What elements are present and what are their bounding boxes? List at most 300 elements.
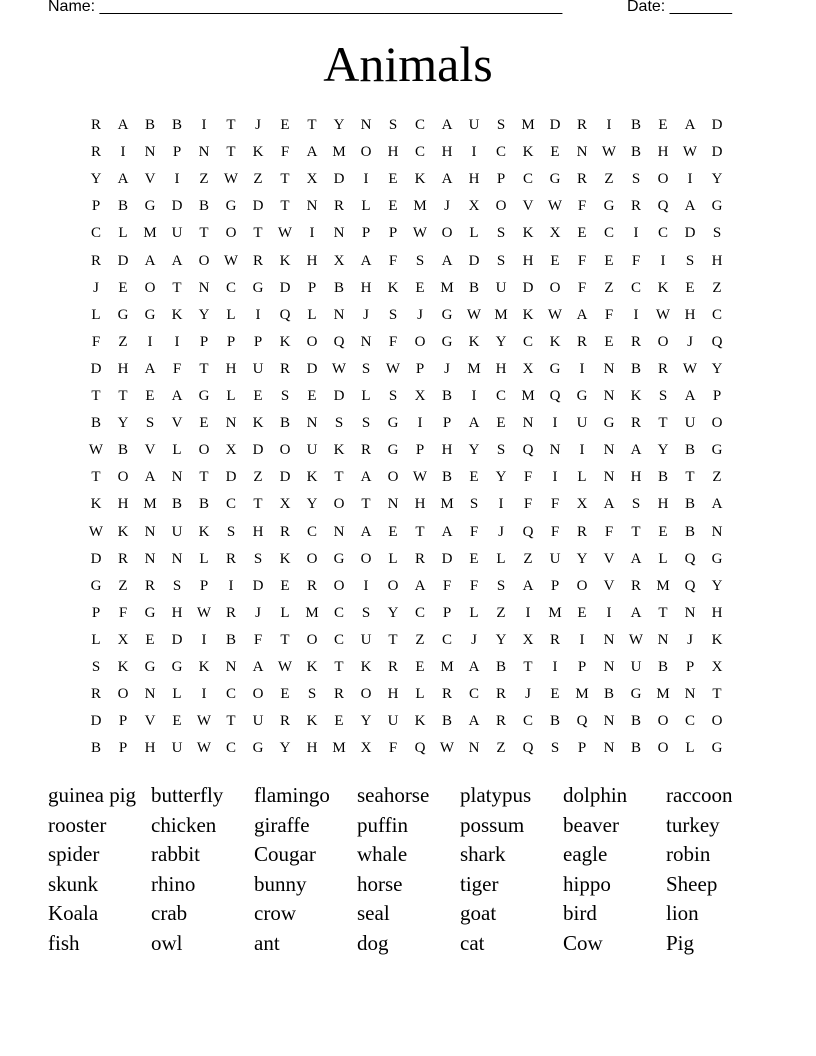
grid-letter[interactable]: M — [143, 225, 157, 242]
grid-letter[interactable]: D — [252, 442, 264, 459]
grid-letter[interactable]: Y — [576, 550, 588, 567]
grid-letter[interactable]: N — [603, 631, 615, 648]
grid-letter[interactable]: N — [144, 686, 156, 703]
grid-letter[interactable]: F — [469, 523, 479, 540]
grid-letter[interactable]: J — [525, 686, 531, 703]
grid-letter[interactable]: K — [306, 469, 318, 486]
grid-letter[interactable]: I — [606, 604, 612, 621]
grid-letter[interactable]: E — [253, 388, 263, 404]
grid-letter[interactable]: T — [199, 360, 209, 377]
grid-letter[interactable]: M — [332, 144, 346, 161]
grid-letter[interactable]: E — [280, 686, 290, 703]
grid-letter[interactable]: L — [172, 686, 182, 703]
grid-letter[interactable]: Z — [523, 550, 533, 567]
grid-letter[interactable]: G — [198, 388, 210, 404]
grid-letter[interactable]: C — [90, 225, 101, 242]
grid-letter[interactable]: W — [196, 604, 212, 621]
grid-letter[interactable]: Z — [604, 279, 614, 296]
grid-letter[interactable]: S — [361, 415, 371, 432]
grid-letter[interactable]: T — [658, 604, 668, 621]
grid-letter[interactable]: Q — [522, 523, 534, 540]
grid-letter[interactable]: D — [171, 631, 183, 648]
grid-letter[interactable]: R — [549, 631, 560, 648]
grid-letter[interactable]: O — [387, 577, 399, 594]
grid-letter[interactable]: B — [441, 713, 452, 730]
grid-letter[interactable]: E — [388, 523, 398, 540]
grid-letter[interactable]: O — [360, 550, 372, 567]
grid-letter[interactable]: A — [360, 252, 372, 269]
grid-letter[interactable]: I — [255, 306, 261, 323]
grid-letter[interactable]: N — [603, 713, 615, 730]
grid-letter[interactable]: L — [415, 686, 425, 703]
grid-letter[interactable]: N — [684, 686, 696, 703]
grid-letter[interactable]: O — [360, 144, 372, 161]
grid-letter[interactable]: Z — [712, 469, 722, 486]
grid-letter[interactable]: B — [171, 496, 182, 513]
grid-letter[interactable]: Q — [279, 306, 291, 323]
grid-letter[interactable]: W — [601, 144, 617, 161]
grid-letter[interactable]: L — [280, 604, 290, 621]
grid-letter[interactable]: R — [657, 360, 668, 377]
grid-letter[interactable]: Y — [711, 360, 723, 377]
grid-letter[interactable]: B — [171, 117, 182, 133]
grid-letter[interactable]: B — [549, 713, 560, 730]
grid-letter[interactable]: G — [549, 171, 561, 188]
grid-letter[interactable]: L — [685, 740, 695, 757]
grid-letter[interactable]: L — [469, 225, 479, 242]
grid-letter[interactable]: S — [226, 523, 236, 540]
grid-letter[interactable]: V — [144, 713, 156, 730]
grid-letter[interactable]: W — [331, 360, 347, 377]
grid-letter[interactable]: H — [171, 604, 183, 621]
grid-letter[interactable]: X — [117, 631, 129, 648]
grid-letter[interactable]: O — [117, 686, 129, 703]
grid-letter[interactable]: P — [118, 740, 128, 757]
grid-letter[interactable]: N — [306, 415, 318, 432]
grid-letter[interactable]: A — [144, 252, 156, 269]
grid-letter[interactable]: Q — [657, 198, 669, 215]
grid-letter[interactable]: P — [577, 659, 587, 675]
grid-letter[interactable]: X — [549, 225, 561, 242]
grid-letter[interactable]: E — [280, 577, 290, 594]
grid-letter[interactable]: X — [360, 740, 372, 757]
grid-letter[interactable]: J — [363, 306, 369, 323]
grid-letter[interactable]: K — [198, 523, 210, 540]
grid-letter[interactable]: I — [174, 333, 180, 350]
grid-letter[interactable]: C — [414, 604, 425, 621]
grid-letter[interactable]: E — [145, 631, 155, 648]
grid-letter[interactable]: S — [172, 577, 182, 594]
grid-letter[interactable]: O — [333, 577, 345, 594]
grid-letter[interactable]: R — [576, 171, 587, 188]
grid-letter[interactable]: F — [253, 631, 263, 648]
grid-letter[interactable]: B — [333, 279, 344, 296]
grid-letter[interactable]: B — [198, 496, 209, 513]
grid-letter[interactable]: E — [604, 252, 614, 269]
grid-letter[interactable]: X — [522, 631, 534, 648]
grid-letter[interactable]: T — [91, 469, 101, 486]
grid-letter[interactable]: F — [550, 523, 560, 540]
grid-letter[interactable]: K — [711, 631, 723, 648]
grid-letter[interactable]: F — [388, 333, 398, 350]
grid-letter[interactable]: T — [361, 496, 371, 513]
grid-letter[interactable]: Q — [549, 388, 561, 404]
name-field-label[interactable]: Name: ____________________________________________________ — [48, 0, 563, 15]
grid-letter[interactable]: K — [198, 659, 210, 675]
grid-letter[interactable]: S — [361, 604, 371, 621]
grid-letter[interactable]: G — [144, 604, 156, 621]
grid-letter[interactable]: N — [333, 306, 345, 323]
grid-letter[interactable]: S — [145, 415, 155, 432]
grid-letter[interactable]: S — [280, 388, 290, 404]
grid-letter[interactable]: Y — [279, 740, 291, 757]
grid-letter[interactable]: L — [91, 631, 101, 648]
grid-letter[interactable]: A — [468, 415, 480, 432]
grid-letter[interactable]: P — [172, 144, 182, 161]
grid-letter[interactable]: C — [306, 523, 317, 540]
grid-letter[interactable]: C — [225, 496, 236, 513]
grid-letter[interactable]: R — [333, 686, 344, 703]
grid-letter[interactable]: O — [306, 550, 318, 567]
grid-letter[interactable]: Q — [684, 577, 696, 594]
grid-letter[interactable]: L — [199, 550, 209, 567]
grid-letter[interactable]: R — [225, 604, 236, 621]
grid-letter[interactable]: R — [279, 713, 290, 730]
grid-letter[interactable]: B — [468, 279, 479, 296]
grid-letter[interactable]: W — [466, 306, 482, 323]
grid-letter[interactable]: X — [279, 496, 291, 513]
grid-letter[interactable]: N — [144, 523, 156, 540]
grid-letter[interactable]: N — [171, 469, 183, 486]
grid-letter[interactable]: D — [333, 388, 345, 404]
grid-letter[interactable]: L — [658, 550, 668, 567]
grid-letter[interactable]: X — [576, 496, 588, 513]
grid-letter[interactable]: W — [88, 442, 104, 459]
grid-letter[interactable]: W — [385, 360, 401, 377]
grid-letter[interactable]: A — [360, 469, 372, 486]
grid-letter[interactable]: R — [495, 713, 506, 730]
grid-letter[interactable]: B — [90, 415, 101, 432]
grid-letter[interactable]: S — [496, 225, 506, 242]
grid-letter[interactable]: I — [687, 171, 693, 188]
grid-letter[interactable]: N — [306, 198, 318, 215]
grid-letter[interactable]: C — [333, 631, 344, 648]
grid-letter[interactable]: W — [412, 225, 428, 242]
grid-letter[interactable]: X — [414, 388, 426, 404]
grid-letter[interactable]: C — [225, 279, 236, 296]
grid-letter[interactable]: D — [252, 577, 264, 594]
grid-letter[interactable]: D — [171, 198, 183, 215]
grid-letter[interactable]: D — [522, 279, 534, 296]
grid-letter[interactable]: X — [711, 659, 723, 675]
grid-letter[interactable]: H — [711, 252, 723, 269]
grid-letter[interactable]: I — [174, 171, 180, 188]
grid-letter[interactable]: E — [388, 198, 398, 215]
grid-letter[interactable]: P — [118, 713, 128, 730]
grid-letter[interactable]: C — [684, 713, 695, 730]
grid-letter[interactable]: P — [253, 333, 263, 350]
grid-letter[interactable]: R — [144, 577, 155, 594]
grid-letter[interactable]: Z — [253, 171, 263, 188]
grid-letter[interactable]: V — [144, 442, 156, 459]
grid-letter[interactable]: P — [550, 577, 560, 594]
grid-letter[interactable]: N — [603, 442, 615, 459]
grid-letter[interactable]: T — [199, 469, 209, 486]
grid-letter[interactable]: N — [711, 523, 723, 540]
grid-letter[interactable]: F — [469, 577, 479, 594]
grid-letter[interactable]: C — [657, 225, 668, 242]
grid-letter[interactable]: N — [549, 442, 561, 459]
grid-letter[interactable]: O — [279, 442, 291, 459]
grid-letter[interactable]: C — [630, 279, 641, 296]
grid-letter[interactable]: H — [387, 144, 399, 161]
grid-letter[interactable]: W — [412, 469, 428, 486]
grid-letter[interactable]: W — [196, 713, 212, 730]
grid-letter[interactable]: S — [307, 686, 317, 703]
grid-letter[interactable]: G — [252, 279, 264, 296]
grid-letter[interactable]: L — [172, 442, 182, 459]
grid-letter[interactable]: D — [306, 360, 318, 377]
grid-letter[interactable]: K — [117, 523, 129, 540]
grid-letter[interactable]: J — [687, 333, 693, 350]
grid-letter[interactable]: B — [657, 659, 668, 675]
grid-letter[interactable]: L — [361, 388, 371, 404]
grid-letter[interactable]: W — [439, 740, 455, 757]
grid-letter[interactable]: G — [711, 198, 723, 215]
grid-letter[interactable]: F — [550, 496, 560, 513]
grid-letter[interactable]: O — [495, 198, 507, 215]
grid-letter[interactable]: Z — [253, 469, 263, 486]
grid-letter[interactable]: O — [306, 333, 318, 350]
grid-letter[interactable]: H — [711, 604, 723, 621]
grid-letter[interactable]: I — [120, 144, 126, 161]
grid-letter[interactable]: R — [333, 198, 344, 215]
grid-letter[interactable]: Y — [90, 171, 102, 188]
grid-letter[interactable]: F — [388, 252, 398, 269]
grid-letter[interactable]: B — [684, 523, 695, 540]
grid-letter[interactable]: I — [471, 144, 477, 161]
grid-letter[interactable]: Q — [333, 333, 345, 350]
grid-letter[interactable]: S — [496, 442, 506, 459]
grid-letter[interactable]: H — [441, 144, 453, 161]
grid-letter[interactable]: N — [387, 496, 399, 513]
grid-letter[interactable]: D — [90, 550, 102, 567]
grid-letter[interactable]: O — [711, 415, 723, 432]
grid-letter[interactable]: R — [117, 550, 128, 567]
grid-letter[interactable]: Y — [198, 306, 210, 323]
grid-letter[interactable]: T — [523, 659, 533, 675]
grid-letter[interactable]: I — [228, 577, 234, 594]
grid-letter[interactable]: H — [252, 523, 264, 540]
grid-letter[interactable]: A — [576, 306, 588, 323]
grid-letter[interactable]: E — [469, 469, 479, 486]
grid-letter[interactable]: J — [417, 306, 423, 323]
grid-letter[interactable]: K — [522, 144, 534, 161]
grid-letter[interactable]: G — [387, 415, 399, 432]
grid-letter[interactable]: R — [279, 523, 290, 540]
grid-letter[interactable]: D — [279, 279, 291, 296]
grid-letter[interactable]: A — [171, 388, 183, 404]
grid-letter[interactable]: K — [657, 279, 669, 296]
grid-letter[interactable]: O — [657, 333, 669, 350]
grid-letter[interactable]: P — [496, 171, 506, 188]
grid-letter[interactable]: A — [684, 388, 696, 404]
grid-letter[interactable]: T — [172, 279, 182, 296]
grid-letter[interactable]: R — [441, 686, 452, 703]
grid-letter[interactable]: U — [360, 631, 372, 648]
grid-letter[interactable]: I — [363, 171, 369, 188]
grid-letter[interactable]: Z — [199, 171, 209, 188]
grid-letter[interactable]: E — [658, 117, 668, 133]
grid-letter[interactable]: U — [468, 117, 480, 133]
grid-letter[interactable]: K — [279, 550, 291, 567]
grid-letter[interactable]: L — [91, 306, 101, 323]
grid-letter[interactable]: P — [91, 198, 101, 215]
grid-letter[interactable]: G — [387, 442, 399, 459]
grid-letter[interactable]: C — [522, 333, 533, 350]
grid-letter[interactable]: G — [117, 306, 129, 323]
grid-letter[interactable]: N — [603, 469, 615, 486]
grid-letter[interactable]: F — [577, 198, 587, 215]
grid-letter[interactable]: O — [441, 225, 453, 242]
grid-letter[interactable]: C — [468, 686, 479, 703]
grid-letter[interactable]: E — [145, 388, 155, 404]
grid-letter[interactable]: N — [225, 659, 237, 675]
grid-letter[interactable]: W — [196, 740, 212, 757]
grid-letter[interactable]: I — [201, 631, 207, 648]
grid-letter[interactable]: P — [388, 225, 398, 242]
grid-letter[interactable]: H — [144, 740, 156, 757]
grid-letter[interactable]: S — [91, 659, 101, 675]
grid-letter[interactable]: Z — [415, 631, 425, 648]
grid-letter[interactable]: U — [171, 225, 183, 242]
grid-letter[interactable]: N — [657, 631, 669, 648]
grid-letter[interactable]: Y — [117, 415, 129, 432]
grid-letter[interactable]: K — [252, 415, 264, 432]
grid-letter[interactable]: I — [417, 415, 423, 432]
grid-letter[interactable]: C — [522, 713, 533, 730]
grid-letter[interactable]: V — [144, 171, 156, 188]
grid-letter[interactable]: M — [521, 388, 535, 404]
grid-letter[interactable]: U — [171, 523, 183, 540]
grid-letter[interactable]: F — [604, 306, 614, 323]
grid-letter[interactable]: O — [252, 686, 264, 703]
grid-letter[interactable]: R — [306, 577, 317, 594]
grid-letter[interactable]: N — [198, 279, 210, 296]
grid-letter[interactable]: Z — [496, 604, 506, 621]
grid-letter[interactable]: Y — [306, 496, 318, 513]
grid-letter[interactable]: Y — [657, 442, 669, 459]
grid-letter[interactable]: P — [415, 360, 425, 377]
grid-letter[interactable]: M — [143, 496, 157, 513]
grid-letter[interactable]: B — [117, 198, 128, 215]
grid-letter[interactable]: T — [118, 388, 128, 404]
grid-letter[interactable]: L — [496, 550, 506, 567]
grid-letter[interactable]: A — [684, 117, 696, 133]
grid-letter[interactable]: A — [117, 171, 129, 188]
grid-letter[interactable]: W — [628, 631, 644, 648]
grid-letter[interactable]: G — [576, 388, 588, 404]
grid-letter[interactable]: I — [147, 333, 153, 350]
grid-letter[interactable]: S — [658, 388, 668, 404]
grid-letter[interactable]: H — [468, 171, 480, 188]
grid-letter[interactable]: G — [252, 740, 264, 757]
grid-letter[interactable]: P — [91, 604, 101, 621]
grid-letter[interactable]: M — [332, 740, 346, 757]
grid-letter[interactable]: G — [333, 550, 345, 567]
grid-letter[interactable]: U — [576, 415, 588, 432]
grid-letter[interactable]: D — [684, 225, 696, 242]
grid-letter[interactable]: B — [117, 442, 128, 459]
grid-letter[interactable]: E — [550, 686, 560, 703]
grid-letter[interactable]: N — [576, 144, 588, 161]
grid-letter[interactable]: I — [525, 604, 531, 621]
grid-letter[interactable]: M — [656, 577, 670, 594]
grid-letter[interactable]: S — [415, 252, 425, 269]
grid-letter[interactable]: N — [468, 740, 480, 757]
grid-letter[interactable]: F — [91, 333, 101, 350]
grid-letter[interactable]: U — [252, 360, 264, 377]
grid-letter[interactable]: E — [334, 713, 344, 730]
grid-letter[interactable]: P — [199, 333, 209, 350]
grid-letter[interactable]: K — [414, 171, 426, 188]
grid-letter[interactable]: T — [226, 117, 236, 133]
grid-letter[interactable]: L — [388, 550, 398, 567]
grid-letter[interactable]: B — [441, 388, 452, 404]
grid-letter[interactable]: J — [444, 198, 450, 215]
grid-letter[interactable]: B — [630, 144, 641, 161]
grid-letter[interactable]: F — [388, 740, 398, 757]
grid-letter[interactable]: A — [684, 198, 696, 215]
grid-letter[interactable]: F — [280, 144, 290, 161]
grid-letter[interactable]: E — [415, 659, 425, 675]
grid-letter[interactable]: Y — [495, 333, 507, 350]
grid-letter[interactable]: Q — [576, 713, 588, 730]
grid-letter[interactable]: E — [658, 523, 668, 540]
grid-letter[interactable]: G — [711, 740, 723, 757]
grid-letter[interactable]: A — [468, 659, 480, 675]
grid-letter[interactable]: P — [307, 279, 317, 296]
grid-letter[interactable]: S — [496, 577, 506, 594]
grid-letter[interactable]: F — [118, 604, 128, 621]
grid-letter[interactable]: Y — [711, 171, 723, 188]
grid-letter[interactable]: O — [657, 740, 669, 757]
grid-letter[interactable]: S — [388, 306, 398, 323]
grid-letter[interactable]: W — [277, 225, 293, 242]
grid-letter[interactable]: S — [496, 117, 506, 133]
grid-letter[interactable]: Y — [360, 713, 372, 730]
grid-letter[interactable]: B — [630, 713, 641, 730]
grid-letter[interactable]: H — [657, 496, 669, 513]
grid-letter[interactable]: O — [657, 171, 669, 188]
grid-letter[interactable]: D — [711, 144, 723, 161]
grid-letter[interactable]: C — [414, 144, 425, 161]
grid-letter[interactable]: B — [684, 496, 695, 513]
grid-letter[interactable]: I — [606, 117, 612, 133]
grid-letter[interactable]: H — [360, 279, 372, 296]
grid-letter[interactable]: S — [631, 171, 641, 188]
grid-letter[interactable]: Y — [711, 577, 723, 594]
grid-letter[interactable]: T — [334, 469, 344, 486]
grid-letter[interactable]: K — [522, 225, 534, 242]
grid-letter[interactable]: K — [171, 306, 183, 323]
grid-letter[interactable]: X — [306, 171, 318, 188]
grid-letter[interactable]: N — [603, 740, 615, 757]
grid-letter[interactable]: N — [333, 225, 345, 242]
grid-letter[interactable]: R — [630, 577, 641, 594]
grid-letter[interactable]: H — [117, 496, 129, 513]
grid-letter[interactable]: Y — [495, 469, 507, 486]
